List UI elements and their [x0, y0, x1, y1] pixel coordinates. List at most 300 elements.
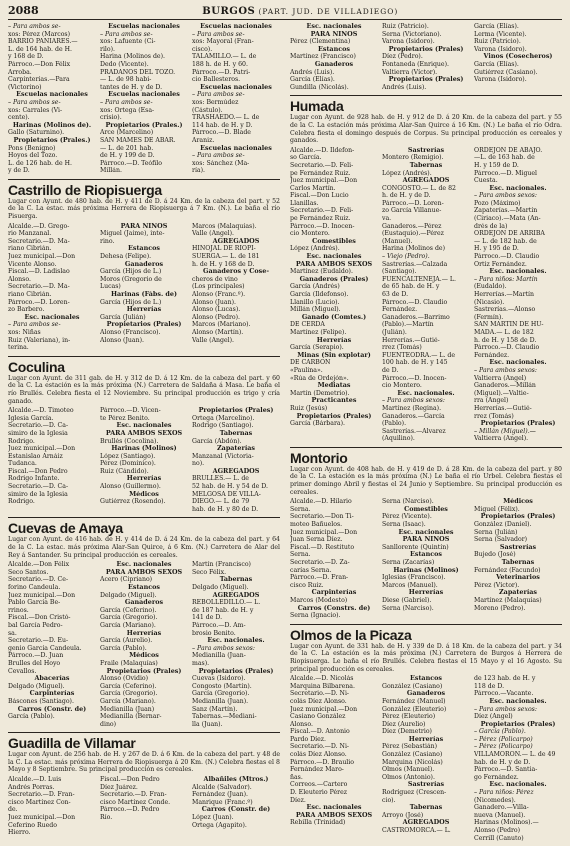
category-heading: Tabernas [219, 429, 253, 437]
listing-line: Ruiz (Cándido). [100, 467, 149, 475]
listing-line: Estanislao Arnáiz [8, 452, 63, 460]
category-heading: Mediatas [317, 382, 351, 390]
listing-line: Varona (Isidoro). [474, 45, 527, 53]
listing-line: Secretario.—D. Eu- [8, 637, 69, 645]
listing-line: Tudanca. [8, 460, 37, 468]
listing-line: Juez municipal.—Don [290, 705, 358, 713]
listing-line: Manrique (Franc.º) [192, 798, 253, 806]
listing-line: pe Fernández Ruiz. [290, 169, 351, 177]
listing-line: Alcalde.—D. Luis [8, 776, 62, 784]
category-heading: Esc. nacionales. [489, 184, 547, 192]
listing-line: SUERGA.— L. de 181 [192, 253, 260, 261]
listing-line: Herrerías.—Martín [474, 291, 535, 298]
listing-line: 114 hab. de H. y D. [192, 121, 253, 129]
listing-line: Párroco.—D. Claudio [382, 298, 448, 306]
category-heading: PARA NIÑOS [120, 222, 168, 230]
listing-line: rilo). [100, 45, 116, 53]
listing-line: Párroco.—D. Patri- [192, 68, 251, 76]
listing-line: Párroco.—D. Am- [192, 621, 246, 629]
listing-line: Fraile (Malaquías) [100, 659, 158, 667]
page-columns [8, 23, 562, 846]
listing-line: Fernández (Manuel) [382, 697, 446, 705]
listing-line: López (Juan). [192, 814, 234, 822]
listing-line: Araniz. [192, 136, 215, 144]
listing-line: Ganaderos.—Barrimo [382, 313, 450, 321]
listing-line: – Para ambos sexos: [474, 705, 537, 713]
listing-line: Párroco.—D. Teófilo [100, 159, 162, 167]
listing-line: Carlos Martín. [290, 184, 336, 192]
listing-line: García (Andrés) [290, 283, 340, 291]
category-heading: Esc. nacionales [24, 313, 80, 321]
category-heading: Esc. nacionales. [207, 637, 265, 645]
listing-line: Párroco.—D. Pedro [100, 806, 160, 814]
listing-line: HINOJAL DE RIOPI- [192, 245, 256, 253]
entry-divider [8, 517, 280, 518]
listing-line: Martínez (Regina). [382, 404, 442, 412]
listing-line: Miguel (Félix). [474, 505, 520, 513]
listing-line: Párroco.—D. Loren- [8, 298, 70, 306]
town-name: Olmos de la Picaza [290, 626, 412, 643]
listing-line: Secretario.—D. Ca- [8, 483, 69, 491]
listing-line: Acero (Cipriano) [100, 576, 153, 584]
town-description: Lugar con Ayunt. de 256 hab. de H. y 267 de D. á 6 Km. de la cabeza del part. y 48 de la C. La estac. más próxima Herrera de Riopisuerga á 20 Km. (N.) Celebra fiestas el 8 Mayo y 8 Septiembre. Su principal producción es cereales. [8, 751, 280, 774]
category-heading: AGREGADOS [402, 819, 450, 827]
category-heading: Tabernas [409, 804, 443, 812]
listing-line: Alcalde.—D. Hilario [290, 498, 352, 506]
category-heading: Albañiles (Mtros.) [203, 776, 269, 784]
town-description: Lugar con Ayunt. de 928 hab. de H. y 912 de D. á 20 Km. de la cabeza del part. y 55 de la C. La estación más próxima Alar-San Quirce á 16 Km. (N.) Le baña el río Odra. Celebra fiesta el domingo después de Corpus. Su principal producción es cereales y ganados. [290, 114, 562, 145]
listing-subcolumn [382, 23, 470, 91]
category-heading: Ganaderos [124, 260, 164, 268]
listing-line: so García. [290, 154, 322, 162]
listing-line: SAN MARTÍN DE HU- [474, 321, 544, 329]
listing-line: rrez (Tomás) [382, 344, 422, 352]
town-entry [290, 451, 562, 620]
listing-line: (Aquilino). [382, 435, 415, 443]
listing-line: Secretario.—D. Ca- [8, 422, 69, 430]
listing-line: Valle (Angel). [192, 336, 235, 344]
listing-line: García (Hijos de L.) [100, 268, 162, 276]
listing-line: Cevallos. [8, 667, 37, 675]
listing-line: Pérez (Eleuterio) [382, 713, 436, 721]
listing-subcolumn [474, 675, 562, 842]
category-heading: Carros (Constr. de) [17, 705, 87, 713]
listing-line: colás Díez Alonso. [290, 751, 347, 759]
category-heading: Zapaterías [217, 445, 255, 453]
category-heading: Sastrerías [499, 543, 537, 551]
category-heading: PARA AMBOS SEXOS [295, 811, 373, 819]
listing-line: Párroco.—D. Miguel [474, 169, 538, 177]
listing-line: no). [192, 460, 205, 468]
category-heading: Ganaderos [124, 599, 164, 607]
listing-line: García (Elías). [474, 23, 519, 30]
town-description: Lugar con Ayunt. de 331 hab. de H. y 339 de D. á 18 Km. de la cabeza del part. y 34 de la C. La estación es la más próxima (N.) Carretera de Burgos á Herrera de Riopisuerga. Le baña el río Brullés. Celebra fiestas el 15 Mayo y el 16 Agosto. Su principal producción es cereales. [290, 642, 562, 673]
category-heading: Estancos [410, 551, 442, 559]
listing-line: – Pérez (Policarpo) [474, 735, 533, 743]
listing-line: Alonso (Franc.º). [192, 291, 246, 298]
listing-subcolumn [100, 561, 188, 728]
listing-line: — L. de 98 habi- [100, 76, 152, 84]
listing-line: Juez municipal.—Don [8, 591, 76, 599]
listing-line: D. Eleuterio Pérez [290, 789, 348, 797]
listing-line: Secretario.—D. Ni- [290, 690, 350, 698]
listing-line: Ganaderos.—Pérez [382, 222, 442, 230]
listing-line: Arroyo (José) [382, 811, 424, 819]
listing-line: ORDEJÓN DE ABAJO. [474, 146, 543, 154]
category-heading: Ganado (Comtes.) [301, 313, 367, 321]
category-heading: Veterinarios [496, 574, 540, 582]
town-entry [8, 183, 280, 352]
entry-divider [290, 95, 562, 96]
category-heading: Zapaterías [499, 589, 537, 597]
listing-line: zo García Villanue- [382, 207, 442, 215]
listing-line: Díez (Demetrio) [382, 728, 432, 736]
listing-line: Brullés (Cocolina). [100, 437, 159, 445]
listing-line: Juez municipal.—Don [8, 445, 76, 453]
category-heading: Esc. nacionales [398, 528, 454, 536]
listing-line: Delgado (Miguel). [192, 584, 249, 591]
listing-line: Secretario.—Don Ti- [290, 513, 354, 521]
listing-line: TALAMILLO.— L. de [192, 53, 257, 61]
listing-line: Diese (Gabriel). [382, 596, 432, 604]
category-heading: PARA NIÑOS [310, 30, 358, 38]
listing-line: Martínez (Francisco) [290, 53, 356, 61]
listing-line: García (Elías). [474, 60, 519, 68]
listing-line: Lerma (Vicente). [474, 30, 527, 38]
listing-line: García (Pablo). [100, 644, 147, 652]
category-heading: Sastrerías [407, 781, 445, 789]
listing-line: cisco Martínez Con- [8, 798, 71, 806]
listing-line: cisco Martínez Conde. [100, 798, 171, 806]
listing-line: Alcalde (Salvador). [192, 783, 252, 791]
listing-line: Sanz (Martín). [192, 705, 238, 713]
listing-subcolumn [290, 23, 378, 91]
listing-line: Párroco.—D. Inocen- [290, 222, 355, 230]
listing-line: h. de H. y 158 de D. [474, 336, 537, 344]
listing-line: 118 de D. [474, 682, 505, 690]
category-heading: Esc. nacionales. [489, 781, 547, 789]
category-heading: Escuelas nacionales [200, 23, 272, 30]
listing-line: cio Ballesteros. [192, 76, 241, 84]
listing-line: Herrerías.—Gutié- [474, 404, 532, 412]
listing-line: Martín (Francisco) [192, 561, 251, 569]
town-description: Lugar con Ayunt. de 408 hab. de H. y 419 de D. á 28 Km. de la cabeza del part. y 80 de la C. La estación es la más próxima (N.) Le baña el río Urbel. Celebra fiestas el primer domingo Abril y fiestas el 24 Junio y Septiembre. Su principal producción es cereales. [290, 465, 562, 496]
listing-line: rra (Angel) [474, 397, 509, 405]
listing-line: rrinos. [8, 606, 29, 614]
listing-line: Martínez (Malaquías) [474, 596, 542, 604]
listing-line: go Fernández. [474, 773, 519, 781]
listing-line: genio García Candeula. [8, 644, 82, 652]
listing-line: Alonso (Pedro). [192, 313, 241, 321]
category-heading: Médicos [503, 498, 533, 506]
listing-line: Sastrerías.—Alonso [474, 306, 536, 314]
category-heading: Ganaderos y Cose- [203, 268, 269, 276]
category-heading: Comestibles [312, 237, 356, 245]
listing-line: Juez municipal.—Don [8, 253, 76, 261]
category-heading: PARA NIÑOS [402, 536, 450, 544]
listing-line: (Nicomedes). [474, 796, 516, 804]
town-entry [8, 360, 280, 514]
listing-subcolumn [474, 147, 562, 443]
listing-line: Fiscal.—Don Pedro [8, 467, 68, 475]
listing-line: Carpinterías.—Para [8, 76, 70, 84]
listing-line: (Julián). [382, 328, 407, 336]
listing-line: Olmos (Manuel). [382, 766, 435, 774]
listing-line: (Pablo). [382, 420, 407, 428]
entry-divider [290, 447, 562, 448]
listing-line: – Para ambos sexos: [474, 192, 537, 200]
listing-line: Varona (Isidoro). [382, 38, 435, 46]
category-heading: Esc. nacionales. [397, 389, 455, 397]
listing-subcolumn [192, 223, 280, 352]
listing-line: Párroco.—D. Braulio [290, 758, 354, 766]
listing-line: Ortega (Marcelino). [192, 414, 255, 422]
listing-line: Ganadero.—Villa- [474, 804, 529, 812]
category-heading: Propietarios (Prales) [296, 412, 372, 420]
listing-subcolumn [100, 407, 188, 513]
listing-line: – Para ambos se- [192, 30, 245, 38]
listing-line: Valle (Angel). [192, 230, 235, 238]
listing-line: Rodrigo. [8, 437, 35, 445]
category-heading: Herrerías [408, 735, 444, 743]
listing-line: xos: Mayoral (Fran- [192, 38, 254, 46]
listing-line: – Para ambos se- [100, 30, 153, 38]
listing-line: Alcalde.—D. Grego- [8, 222, 70, 230]
listing-subcolumn [8, 561, 96, 728]
listing-line: Llanillas. [290, 199, 319, 207]
listing-line: Ruiz (Patricio). [474, 38, 521, 46]
listing-line: Gallo (Saturnino). [8, 129, 65, 137]
listing-line: xos: Ortega (Esa- [100, 106, 155, 114]
town-entry [8, 521, 280, 728]
listing-line: Hierro. [8, 829, 31, 837]
listing-line: Martín (Demetrio). [290, 389, 350, 397]
listing-line: Díez. [290, 796, 306, 804]
listing-line: Serna (Julián) [474, 528, 518, 536]
listing-line: Iglesias (Francisco). [382, 574, 446, 582]
listing-line: Rodrigo Infante. [8, 475, 60, 483]
listing-line: H. y 159 de D. [474, 161, 519, 169]
listing-line: Ruiz (Jesús) [290, 404, 328, 412]
listing-line: Gutiérrez (Casiano). [474, 68, 538, 76]
listing-line: Ortega (Agapito). [192, 821, 247, 829]
listing-line: García (Bárbara). [290, 420, 345, 428]
listing-line: Pérez (Sebastián) [382, 743, 438, 751]
town-entry [290, 23, 562, 91]
listing-line: López (Andrés). [290, 245, 340, 253]
listing-line: BARRIO PANIARES.— [8, 38, 78, 46]
listing-line: Fernández (Juan). [192, 791, 249, 799]
listing-line: – Para ambos sexos: [382, 397, 445, 405]
category-heading: Practicantes [311, 397, 357, 405]
listing-subcolumn [192, 776, 280, 837]
listing-line: González (Daniel). [474, 521, 532, 529]
listing-line: García (Gregorio). [100, 614, 158, 622]
listing-line: – Para ambos se- [192, 152, 245, 160]
listing-line: te Pérez Benito. [100, 414, 150, 422]
listing-line: Herrerías.—Gutié- [382, 336, 440, 344]
listing-line: Ruiz (Patricio). [382, 23, 429, 30]
listing-line: Llanillo (Lucio). [290, 298, 340, 306]
listing-line: García (Abdón). [192, 437, 242, 445]
listing-line: Fiscal.—Don Pedro [100, 776, 160, 784]
listing-line: cisco Ruiz. [290, 581, 324, 589]
category-heading: Propietarios (Prales) [106, 321, 182, 329]
listing-line: Alonso (Juan). [100, 336, 144, 344]
listing-line: Seco Santos. [8, 568, 49, 576]
listing-line: Rebilla (Trinidad) [290, 819, 346, 827]
listing-line: Congosto (Martín). [192, 682, 252, 690]
listing-line: nueva (Manuel). [474, 811, 526, 819]
listing-line: Rodrigo (Santiago). [192, 422, 254, 430]
listing-line: Serna (Salvador) [474, 536, 528, 544]
town-name: Coculina [8, 358, 65, 375]
listing-line: colás Díez Alonso. [290, 697, 347, 705]
listing-line: Párroco.—D. Santia- [474, 766, 538, 774]
listing-line: Cuevas (Isidoro). [192, 675, 246, 683]
listing-line: Iglesia García. [8, 414, 54, 422]
listing-line: Andrés (Luis). [290, 68, 335, 76]
listing-line: Fiscal.—Don Lucio [290, 192, 349, 200]
listing-line: Párroco.—Don Félix [8, 60, 71, 68]
listing-line: xos: Pérez (Marcos) [8, 30, 71, 38]
listing-line: García (Julián) [100, 313, 146, 321]
listing-line: simiro de la Iglesia [8, 429, 68, 437]
listing-line: Fiscal.—D. Ladislao [8, 268, 70, 276]
town-name: Montorio [290, 449, 348, 466]
listing-line: Martínez (Felipe). [290, 328, 347, 336]
category-heading: Carros (Constrs. de) [297, 604, 371, 612]
category-heading: Carpinterías [29, 690, 75, 698]
listing-line: CASTROMORCA.— L. [382, 827, 451, 834]
listing-subcolumn [382, 675, 470, 842]
category-heading: Médicos [129, 490, 159, 498]
listing-line: Millán (Miguel). [290, 306, 341, 314]
listing-line: Alonso (Ovidio) [100, 675, 149, 683]
listing-line: Pablo García Be- [8, 599, 61, 607]
category-heading: Esc. nacionales [306, 804, 362, 812]
listing-line: hab. de H. y de D. [474, 758, 531, 766]
listing-line: Secretario.—D. Ma- [8, 237, 70, 245]
listing-line: Montero (Remigio). [382, 154, 444, 162]
listing-line: González (Eleuterio) [382, 705, 447, 713]
listing-line: García (Aurelio). [100, 637, 153, 645]
category-heading: Tabernas [409, 161, 443, 169]
listing-line: — L. de 201 hab. [100, 144, 154, 152]
listing-line: Secretario.—D. Ce- [8, 576, 69, 584]
listing-line: DE CARBÓN [290, 359, 331, 367]
listing-line: Brulles del Hoyo [8, 659, 61, 667]
listing-line: 100 hab. de H. y 145 [382, 359, 448, 367]
listing-line: Párroco.—D. Loren- [382, 199, 444, 207]
district-subtitle: (PART. JUD. DE VILLADIEGO) [258, 7, 399, 16]
listing-line: Cuesta. [474, 177, 498, 185]
listing-line: bal García Pedro- [8, 621, 63, 629]
listing-line: SAN MAMES DE ABAR. [100, 136, 176, 144]
page-number: 2088 [8, 4, 39, 17]
town-description: Lugar con Ayunt. de 311 gab. de H. y 312 de D. á 12 Km. de la cabeza del part. y 60 de la C. La estación es la más próxima (N.) Carretera de Saldaña á Masa. Le baña el río Brullés. Celebra fiesta el 12 Noviembre. Su principal producción es trigo y cría ganado. [8, 374, 280, 405]
category-heading: Estancos [410, 675, 442, 683]
listing-line: – Para niños: Martín [474, 275, 538, 283]
listing-line: López (Andrés). [382, 169, 432, 177]
listing-line: Vicente Alonso. [8, 260, 57, 268]
listing-line: Medianilla (Juan) [100, 705, 155, 713]
listing-line: Pérez (Víctor). [474, 581, 520, 589]
listing-line: Marcos (Malaquías). [192, 222, 257, 230]
listing-line: ría). [192, 167, 206, 175]
listing-line: Gundilla (Nicolás). [290, 83, 349, 91]
province-title: BURGOS [202, 6, 256, 17]
listing-subcolumn [100, 23, 188, 175]
listing-line: Secretario.—D. Fran- [8, 791, 75, 799]
listing-line: López (Santiago). [100, 452, 156, 460]
listing-line: BRULLÉS.— L. de [192, 475, 249, 483]
listing-columns [290, 23, 562, 91]
category-heading: Ganaderos [314, 60, 354, 68]
listing-subcolumn [474, 23, 562, 91]
listing-line: Díez Juárez. [100, 783, 138, 791]
town-name: Castrillo de Riopisuerga [8, 181, 162, 198]
listing-subcolumn [100, 776, 188, 837]
listing-line: Ortiz Fernández. [474, 260, 527, 268]
listing-line: García (Ildefonso). [290, 291, 349, 298]
listing-line: Párroco.—D. Juan [8, 652, 64, 660]
category-heading: AGREGADOS [212, 467, 260, 475]
category-heading: Esc. nacionales. [489, 697, 547, 705]
listing-line: Pérez (Vicente). [382, 513, 432, 521]
category-heading: Harinas (Molinos) [393, 566, 459, 574]
category-heading: Escuelas nacionales [200, 83, 272, 91]
town-entry [290, 99, 562, 443]
listing-line: Secretario.—D. Za- [290, 559, 350, 566]
listing-line: García (Mariano). [100, 621, 156, 629]
listing-line: Olmos (Antonio). [382, 773, 435, 781]
category-heading: Propietarios (Prales) [480, 420, 556, 428]
listing-subcolumn [474, 498, 562, 620]
listing-line: h. de H. y 168 de D. [192, 260, 255, 268]
listing-line: Ganaderos.—García [382, 412, 445, 420]
listing-line: Valtierra (Angel) [474, 374, 527, 382]
listing-line: Medianilla (Juan). [192, 697, 249, 705]
listing-line: Juez municipal.—Don [8, 814, 76, 822]
listing-line: (Victorino) [8, 83, 42, 91]
listing-line: y 168 de D. [8, 53, 44, 61]
listing-line: Párroco.—D. Fran- [290, 574, 349, 582]
category-heading: Minas (Sin explotar) [297, 351, 371, 359]
listing-line: Sastrerías.—Alvarez [382, 427, 446, 435]
listing-subcolumn [192, 561, 280, 728]
listing-line: Secretario.—D. Feli- [290, 207, 354, 215]
listing-line: Pons (Benigno) [8, 144, 56, 152]
category-heading: Carros (Constr. de) [201, 806, 271, 814]
listing-line: Juan Serna Díez. [290, 536, 343, 544]
listing-line: García (Hijos de L.) [100, 298, 162, 306]
listing-line: Secretario.—D. Ni- [290, 743, 350, 751]
listing-subcolumn [8, 23, 96, 175]
listing-line: Alcalde.—Don Félix [8, 561, 70, 569]
entry-divider [8, 356, 280, 357]
category-heading: Estancos [318, 45, 350, 53]
listing-line: Marcos (Mariano). [192, 321, 251, 329]
listing-line: Párroco.—D. Inocen- [382, 374, 447, 382]
entry-divider [290, 624, 562, 625]
category-heading: Tabernas [501, 559, 535, 566]
listing-subcolumn [290, 147, 378, 443]
listing-line: Sastrerías.—Calzada [382, 260, 448, 268]
listing-line: Ruiz (Valeriana), in- [8, 336, 71, 344]
listing-line: de 187 hab. de H. y [192, 606, 254, 614]
listing-line: Seco Félix. [192, 568, 227, 576]
